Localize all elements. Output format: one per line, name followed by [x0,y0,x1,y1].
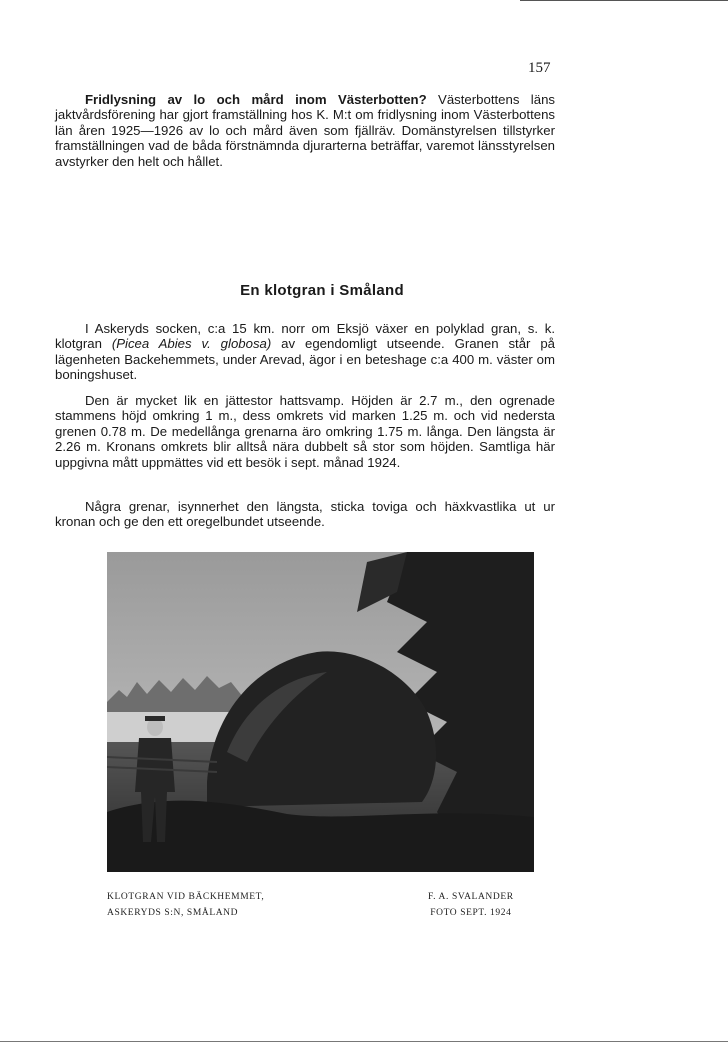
species-name: (Picea Abies v. globosa) [111,336,272,352]
caption-line-1: KLOTGRAN VID BÄCKHEMMET, [107,892,265,902]
notice-title: Fridlysning av lo och mård inom Västerbotten? [85,92,427,107]
klotgran-photograph [107,552,534,872]
photo-caption [107,889,264,921]
photo-credit [428,889,514,921]
credit-date: FOTO SEPT. 1924 [430,908,512,918]
paragraph-3-text: Några grenar, isynnerhet den längsta, sticka toviga och häxkvastlika ut ur kronan och ge den ett oregelbundet utseende. [55,499,555,530]
article-paragraph-2 [55,393,555,470]
bottom-edge-rule [0,1041,728,1042]
article-heading: En klotgran i Småland [240,282,404,299]
article-paragraph-1 [55,321,555,383]
caption-line-2: ASKERYDS S:N, SMÅLAND [107,908,239,918]
article-paragraph-3 [55,499,555,530]
notice-body: Västerbottens läns jaktvårdsförening har gjort framställning hos K. M:t om fridlysning inom Västerbottens län åren 1925—1926 av lo och mård även som fjällräv. Domänstyrelsen tillstyrker framställningen vad de båda förstnämnda djurarterna beträffar, varemot länsstyrelsen avstyrker den helt och hållet. [55,92,555,169]
page-number: 157 [528,60,551,76]
paragraph-1-text-b: av egendomligt utseende. Granen står på lägenheten Backehemmets, under Arevad, ägor i en beteshage c:a 400 m. väster om boningshuset. [55,336,555,383]
credit-photographer: F. A. SVALANDER [428,892,514,902]
top-edge-rule [520,0,728,1]
paragraph-2-text: Den är mycket lik en jättestor hattsvamp. Höjden är 2.7 m., den ogrenade stammens höjd omkring 1 m., dess omkrets vid marken 1.25 m. och vid nedersta grenen 0.78 m. De medellånga grenarna äro omkring 1.75 m. långa. Den längsta är 2.26 m. Kronans omkrets blir alltså nära dubbelt så stor som höjden. Samtliga här uppgivna mått uppmättes vid ett besök i sept. månad 1924. [55,393,555,470]
paragraph-1-text-a: I Askeryds socken, c:a 15 km. norr om Eksjö växer en polyklad gran, s. k. klotgran [55,321,555,352]
notice-paragraph [55,92,555,169]
